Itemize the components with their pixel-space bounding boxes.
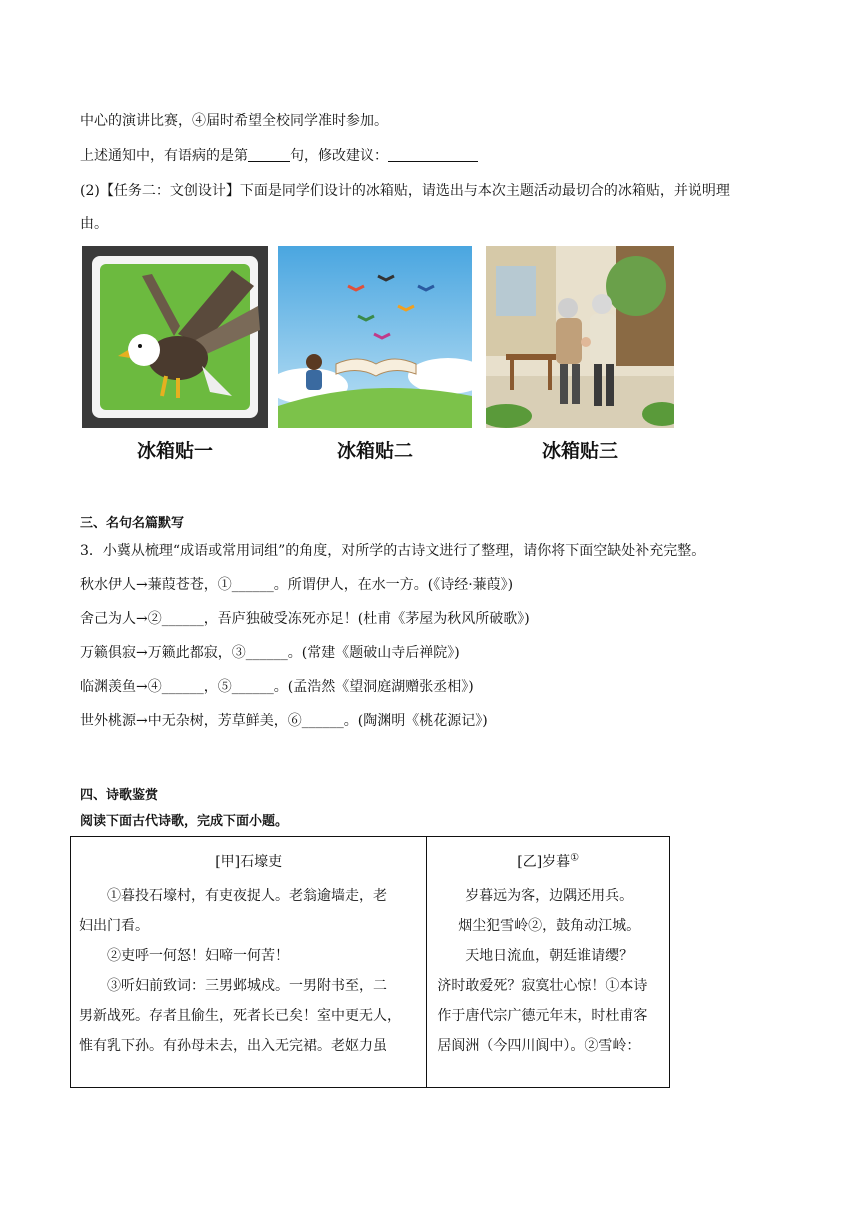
poem-b-title <box>427 851 669 871</box>
poem-b-line: 岁暮远为客，边隅还用兵。 <box>465 888 634 904</box>
suggestion-blank[interactable] <box>388 147 478 162</box>
section3-question: 3．小冀从梳理“成语或常用词组”的角度，对所学的古诗文进行了整理，请你将下面空缺处补充完整。 <box>80 543 706 559</box>
poem-a-line: 妇出门看。 <box>79 918 149 934</box>
poem-a-line: ②吏呼一何怒！妇啼一何苦！ <box>79 948 289 964</box>
poem-a-line: ①暮投石壕村，有吏夜捉人。老翁逾墙走，老 <box>79 888 387 904</box>
task2-question: (2)【任务二：文创设计】下面是同学们设计的冰箱贴，请选出与本次主题活动最切合的冰箱贴，并说明理 <box>80 183 730 199</box>
poem-table <box>70 836 670 1088</box>
fill-item-4[interactable]: 临渊羡鱼→④______，⑤______。(孟浩然《望洞庭湖赠张丞相》) <box>80 679 474 695</box>
poem-a-line: ③听妇前致词：三男邺城戍。一男附书至，二 <box>79 978 387 994</box>
footnote-marker: ① <box>570 852 580 864</box>
fill-item-2[interactable]: 舍己为人→②______，吾庐独破受冻死亦足！(杜甫《茅屋为秋风所破歌》) <box>80 611 530 627</box>
section3-heading: 三、名句名篇默写 <box>80 516 185 531</box>
grammar-question-part2: 句，修改建议： <box>290 148 388 164</box>
notice-text-line: 中心的演讲比赛，④届时希望全校同学准时参加。 <box>80 113 388 129</box>
fill-item-5[interactable]: 世外桃源→中无杂树，芳草鲜美，⑥______。(陶渊明《桃花源记》) <box>80 713 488 729</box>
poem-b-title-text: [乙]岁暮 <box>517 854 571 870</box>
magnet-caption-3: 冰箱贴三 <box>541 440 618 462</box>
poem-b-line: 作于唐代宗广德元年末，时杜甫客 <box>437 1008 648 1024</box>
section4-instruction: 阅读下面古代诗歌，完成下面小题。 <box>80 814 289 829</box>
poem-a-title: [甲]石壕吏 <box>215 854 283 870</box>
poem-b-line: 天地日流血，朝廷谁请缨？ <box>465 948 634 964</box>
poem-b-line: 济时敢爱死？寂寞壮心惊！①本诗 <box>437 978 648 994</box>
poem-b-cell <box>427 837 670 1088</box>
magnet-caption-2: 冰箱贴二 <box>336 440 413 462</box>
task2-question-cont: 由。 <box>80 216 108 232</box>
magnet-eagle-image <box>82 246 268 428</box>
poem-a-cell <box>71 837 427 1088</box>
fill-item-3[interactable]: 万籁俱寂→万籁此都寂，③______。(常建《题破山寺后禅院》) <box>80 645 460 661</box>
magnet-book-birds-image <box>278 246 472 428</box>
poem-b-line: 烟尘犯雪岭②，鼓角动江城。 <box>458 918 641 934</box>
magnet-caption-1: 冰箱贴一 <box>136 440 213 462</box>
poem-a-line: 男新战死。存者且偷生，死者长已矣！室中更无人， <box>79 1008 401 1024</box>
section4-heading: 四、诗歌鉴赏 <box>80 788 159 803</box>
grammar-question <box>80 145 478 165</box>
grammar-question-part1: 上述通知中，有语病的是第 <box>80 148 248 164</box>
poem-a-line: 惟有乳下孙。有孙母未去，出入无完裙。老妪力虽 <box>79 1038 387 1054</box>
poem-b-line: 居阆洲（今四川阆中）。②雪岭： <box>437 1038 641 1054</box>
magnet-elders-handshake-image <box>486 246 674 428</box>
fill-item-1[interactable]: 秋水伊人→蒹葭苍苍，①______。所谓伊人，在水一方。(《诗经·蒹葭》) <box>80 577 514 593</box>
sentence-number-blank[interactable] <box>248 147 290 162</box>
